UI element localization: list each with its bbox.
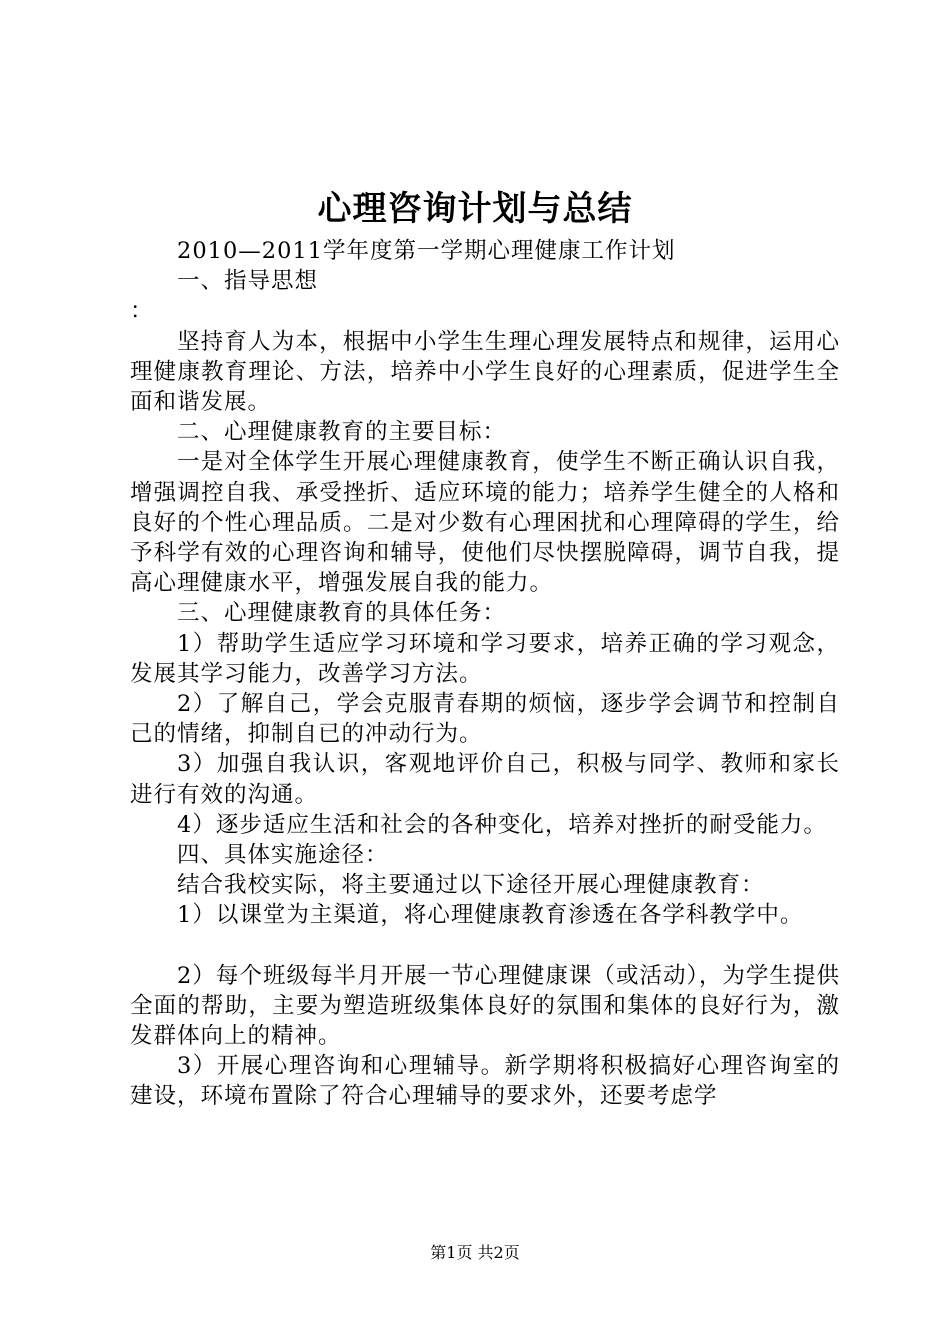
approach-item-1: 1）以课堂为主渠道，将心理健康教育渗透在各学科教学中。 bbox=[177, 902, 804, 929]
task-item-2: 2）了解自己，学会克服青春期的烦恼，逐步学会调节和控制自己的情绪，抑制自已的冲动行为。 bbox=[130, 691, 840, 748]
approach-item-3: 3）开展心理咨询和心理辅导。新学期将积极搞好心理咨询室的建设，环境布置除了符合心理辅导的要求外，还要考虑学 bbox=[130, 1053, 840, 1110]
document-title: 心理咨询计划与总结 bbox=[317, 189, 633, 229]
paragraph-goals: 一是对全体学生开展心理健康教育，使学生不断正确认识自我，增强调控自我、承受挫折、适应环境的能力；培养学生健全的人格和良好的个性心理品质。二是对少数有心理困扰和心理障碍的学生，给予科学有效的心理咨询和辅导，使他们尽快摆脱障碍，调节自我，提高心理健康水平，增强发展自我的能力。 bbox=[130, 449, 840, 597]
paragraph-guiding-thought: 坚持育人为本，根据中小学生生理心理发展特点和规律，运用心理健康教育理论、方法，培养中小学生良好的心理素质，促进学生全面和谐发展。 bbox=[130, 328, 840, 416]
task-item-3: 3）加强自我认识，客观地评价自己，积极与同学、教师和家长进行有效的沟通。 bbox=[130, 751, 840, 808]
paragraph-approach-intro: 结合我校实际，将主要通过以下途径开展心理健康教育： bbox=[177, 872, 765, 899]
section-heading-4: 四、具体实施途径： bbox=[177, 842, 389, 869]
colon-line: ： bbox=[130, 298, 154, 325]
document-body bbox=[130, 236, 840, 1112]
approach-item-2: 2）每个班级每半月开展一节心理健康课（或活动），为学生提供全面的帮助，主要为塑造班级集体良好的氛围和集体的良好行为，激发群体向上的精神。 bbox=[130, 962, 840, 1050]
task-item-1: 1）帮助学生适应学习环境和学习要求，培养正确的学习观念，发展其学习能力，改善学习方法。 bbox=[130, 630, 840, 687]
task-item-4: 4）逐步适应生活和社会的各种变化，培养对挫折的耐受能力。 bbox=[177, 811, 827, 838]
section-heading-2: 二、心理健康教育的主要目标： bbox=[177, 419, 507, 446]
section-heading-1: 一、指导思想 bbox=[177, 268, 319, 295]
section-heading-3: 三、心理健康教育的具体任务： bbox=[177, 600, 507, 627]
paragraph-plan-heading: 2010—2011学年度第一学期心理健康工作计划 bbox=[177, 238, 676, 264]
page-footer: 第1页 共2页 bbox=[430, 1243, 520, 1262]
